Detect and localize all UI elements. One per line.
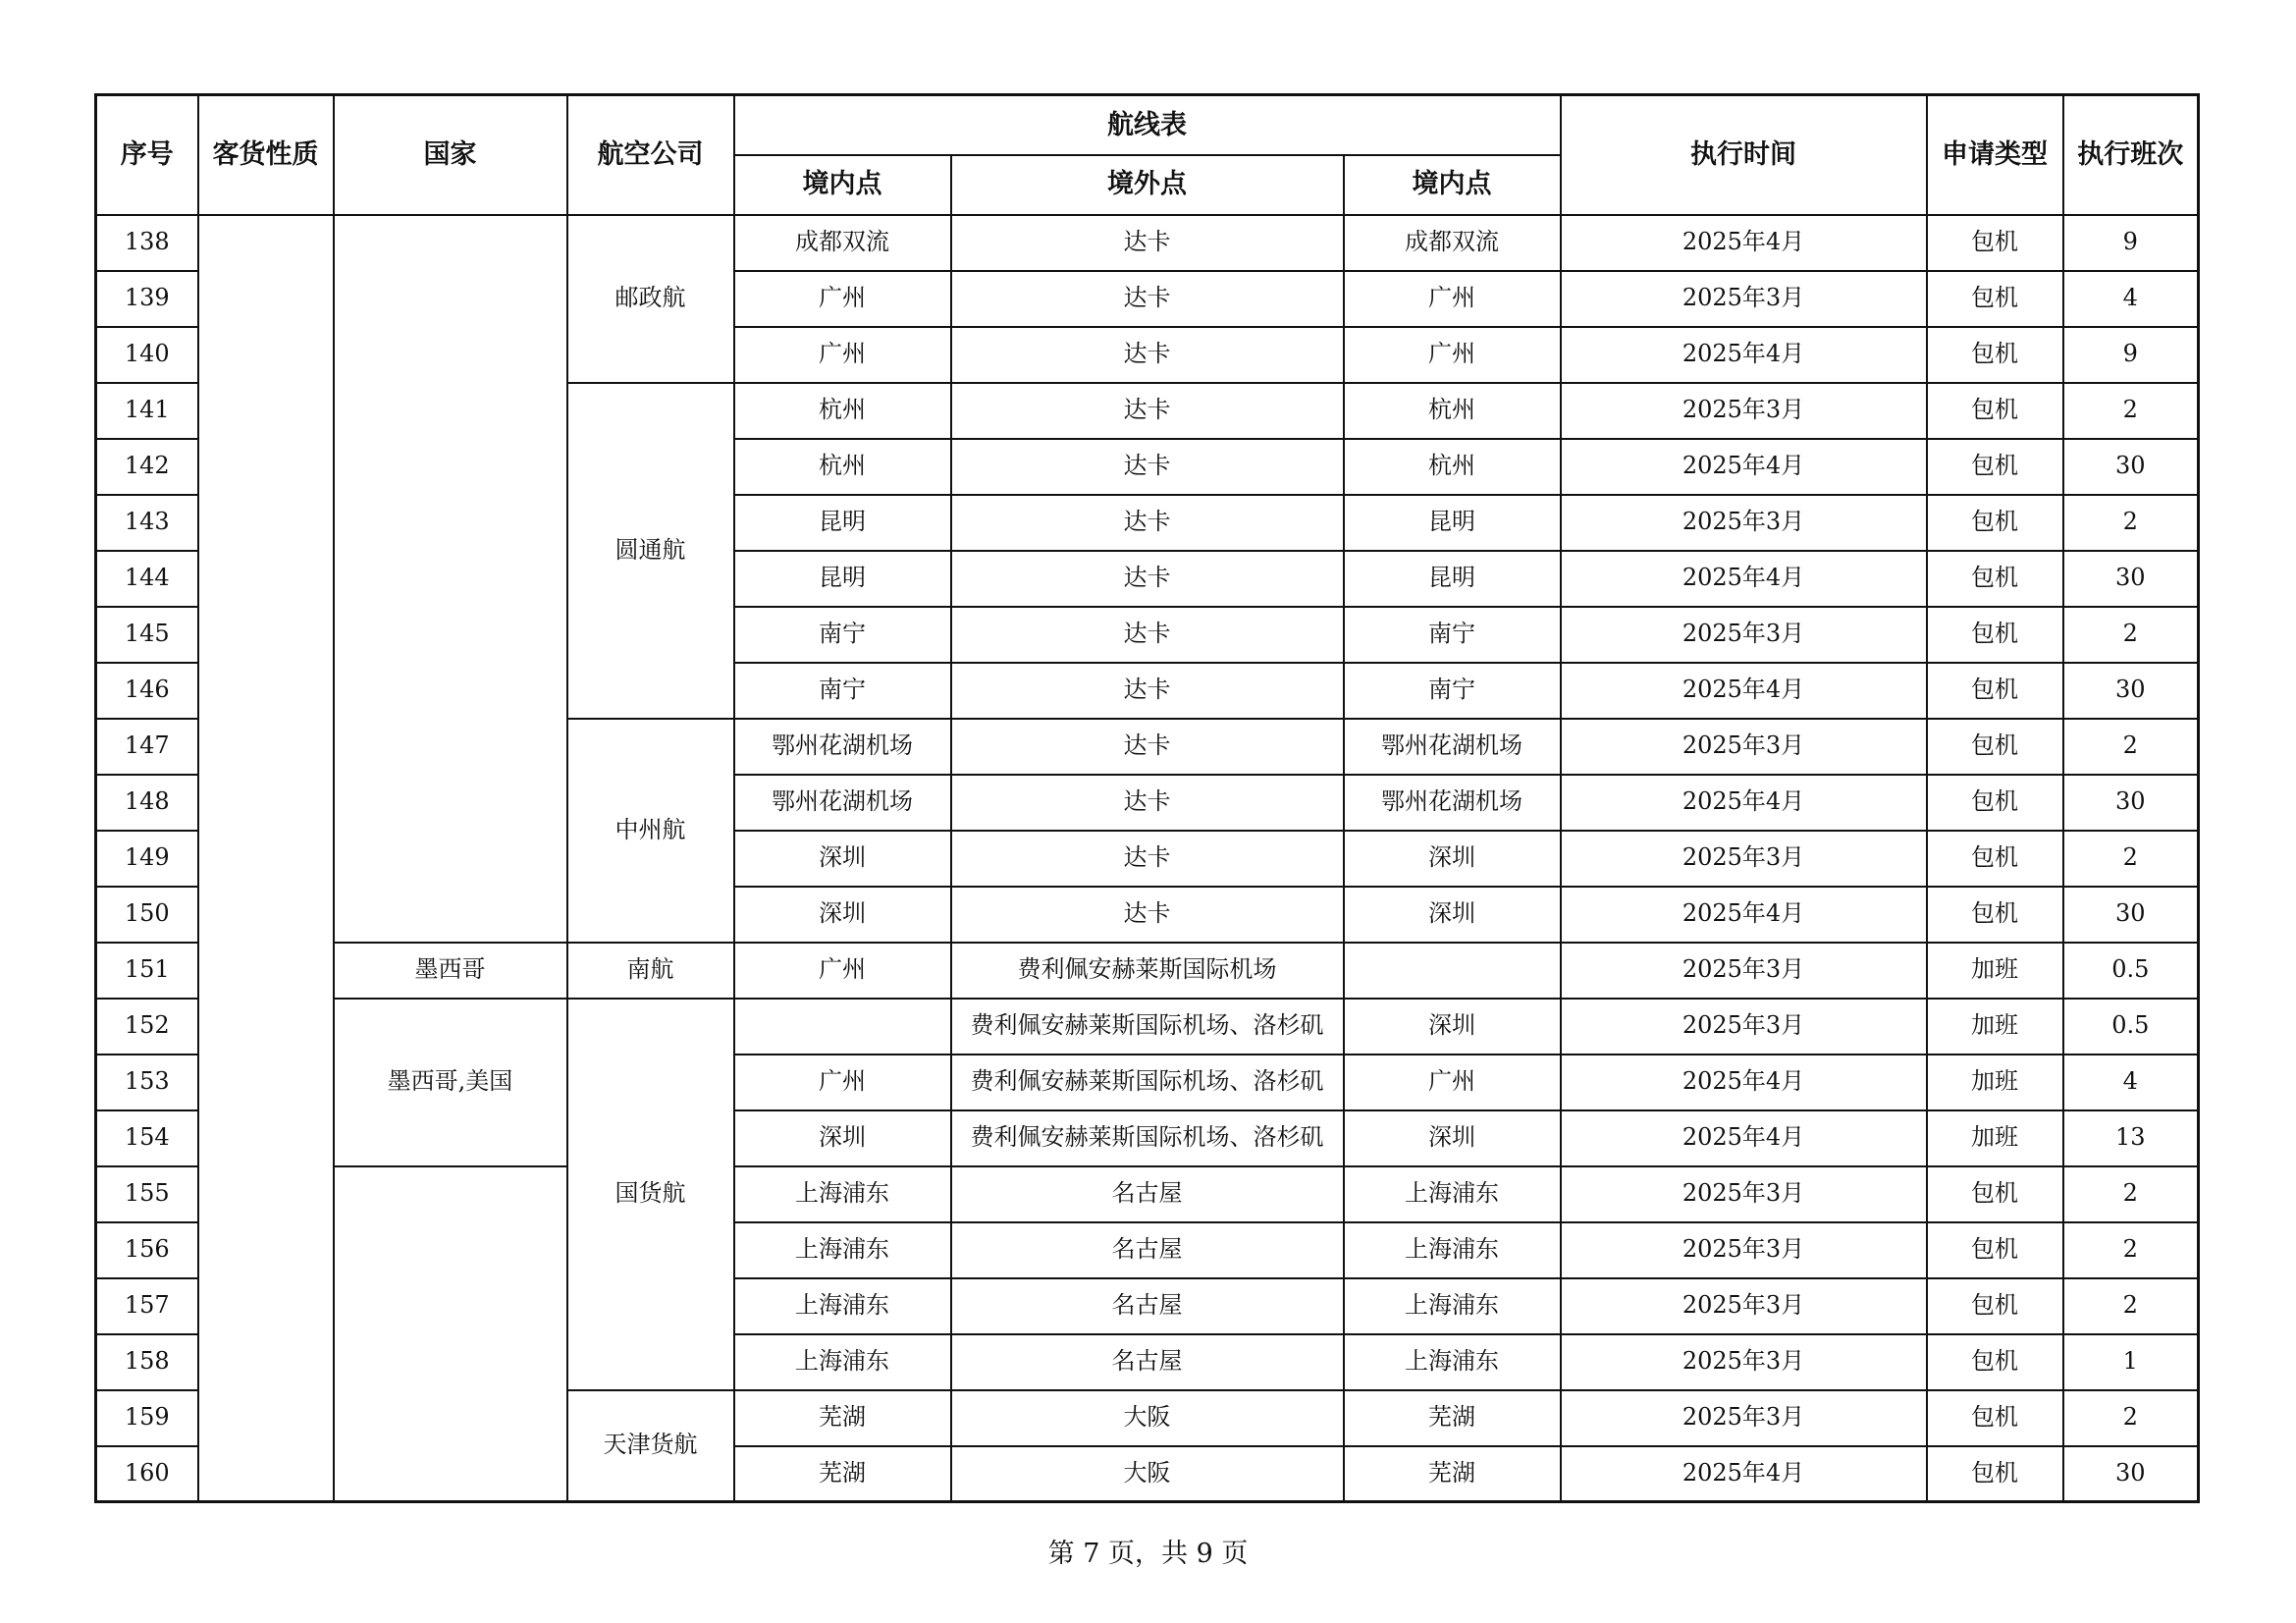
cell-flights: 9 [2063, 327, 2199, 383]
cell-foreign: 达卡 [951, 439, 1344, 495]
cell-apply-type: 包机 [1927, 383, 2063, 439]
cell-foreign: 名古屋 [951, 1166, 1344, 1222]
table-row [96, 999, 2199, 1055]
cell-domestic-end: 广州 [1344, 1055, 1561, 1110]
cell-exec-time: 2025年4月 [1561, 1446, 1927, 1502]
cell-domestic-start: 上海浦东 [734, 1222, 951, 1278]
cell-domestic-start: 深圳 [734, 831, 951, 887]
cell-seq: 154 [96, 1110, 198, 1166]
cell-foreign: 达卡 [951, 831, 1344, 887]
cell-flights: 2 [2063, 607, 2199, 663]
cell-domestic-end: 成都双流 [1344, 215, 1561, 271]
cell-seq: 147 [96, 719, 198, 775]
cell-exec-time: 2025年3月 [1561, 943, 1927, 999]
cell-seq: 153 [96, 1055, 198, 1110]
header-foreign: 境外点 [951, 155, 1344, 215]
table-row [96, 215, 2199, 271]
cell-domestic-end: 深圳 [1344, 831, 1561, 887]
cell-seq: 141 [96, 383, 198, 439]
cell-flights: 0.5 [2063, 999, 2199, 1055]
cell-domestic-end: 深圳 [1344, 1110, 1561, 1166]
cell-domestic-start: 昆明 [734, 551, 951, 607]
cell-domestic-start: 杭州 [734, 439, 951, 495]
cell-domestic-start: 广州 [734, 327, 951, 383]
cell-foreign: 达卡 [951, 551, 1344, 607]
cell-exec-time: 2025年3月 [1561, 1222, 1927, 1278]
cell-apply-type: 包机 [1927, 1166, 2063, 1222]
cell-flights: 30 [2063, 439, 2199, 495]
cell-domestic-end: 芜湖 [1344, 1390, 1561, 1446]
cell-seq: 160 [96, 1446, 198, 1502]
cell-flights: 4 [2063, 1055, 2199, 1110]
cell-foreign: 达卡 [951, 383, 1344, 439]
cell-exec-time: 2025年4月 [1561, 327, 1927, 383]
cell-foreign: 费利佩安赫莱斯国际机场、洛杉矶 [951, 1055, 1344, 1110]
cell-domestic-start: 芜湖 [734, 1446, 951, 1502]
cell-foreign: 达卡 [951, 887, 1344, 943]
cell-airline: 天津货航 [567, 1390, 734, 1502]
cell-seq: 142 [96, 439, 198, 495]
cell-foreign: 费利佩安赫莱斯国际机场、洛杉矶 [951, 1110, 1344, 1166]
cell-exec-time: 2025年4月 [1561, 1055, 1927, 1110]
cell-apply-type: 包机 [1927, 1222, 2063, 1278]
cell-domestic-end: 南宁 [1344, 607, 1561, 663]
cell-flights: 13 [2063, 1110, 2199, 1166]
cell-apply-type: 包机 [1927, 607, 2063, 663]
cell-exec-time: 2025年4月 [1561, 663, 1927, 719]
cell-country-blank [334, 1166, 567, 1502]
route-table [94, 93, 2200, 1503]
cell-domestic-end: 上海浦东 [1344, 1334, 1561, 1390]
cell-domestic-start: 广州 [734, 943, 951, 999]
cell-exec-time: 2025年3月 [1561, 383, 1927, 439]
cell-apply-type: 包机 [1927, 215, 2063, 271]
cell-foreign: 达卡 [951, 215, 1344, 271]
cell-exec-time: 2025年3月 [1561, 495, 1927, 551]
header-flights: 执行班次 [2063, 95, 2199, 215]
cell-exec-time: 2025年3月 [1561, 1334, 1927, 1390]
cell-exec-time: 2025年3月 [1561, 1390, 1927, 1446]
cell-airline: 中州航 [567, 719, 734, 943]
cell-exec-time: 2025年4月 [1561, 1110, 1927, 1166]
header-domestic-start: 境内点 [734, 155, 951, 215]
cell-flights: 2 [2063, 495, 2199, 551]
cell-domestic-end: 深圳 [1344, 999, 1561, 1055]
cell-domestic-end: 深圳 [1344, 887, 1561, 943]
table-header [96, 95, 2199, 215]
cell-apply-type: 包机 [1927, 831, 2063, 887]
cell-exec-time: 2025年3月 [1561, 607, 1927, 663]
cell-apply-type: 包机 [1927, 495, 2063, 551]
cell-domestic-start: 成都双流 [734, 215, 951, 271]
page-number: 第 7 页，共 9 页 [1047, 1539, 1249, 1569]
cell-domestic-end: 昆明 [1344, 551, 1561, 607]
cell-foreign: 大阪 [951, 1390, 1344, 1446]
header-route: 航线表 [734, 95, 1561, 155]
cell-flights: 4 [2063, 271, 2199, 327]
cell-exec-time: 2025年3月 [1561, 1166, 1927, 1222]
cell-exec-time: 2025年3月 [1561, 999, 1927, 1055]
cell-seq: 156 [96, 1222, 198, 1278]
cell-exec-time: 2025年4月 [1561, 551, 1927, 607]
cell-domestic-start: 深圳 [734, 1110, 951, 1166]
cell-apply-type: 包机 [1927, 551, 2063, 607]
cell-apply-type: 包机 [1927, 887, 2063, 943]
cell-flights: 2 [2063, 383, 2199, 439]
cell-flights: 30 [2063, 887, 2199, 943]
cell-foreign: 名古屋 [951, 1222, 1344, 1278]
header-domestic-end: 境内点 [1344, 155, 1561, 215]
cell-country-blank [334, 215, 567, 943]
cell-country: 墨西哥,美国 [334, 999, 567, 1166]
cell-domestic-start: 南宁 [734, 663, 951, 719]
table-row [96, 1166, 2199, 1222]
cell-domestic-start: 上海浦东 [734, 1334, 951, 1390]
cell-apply-type: 加班 [1927, 1110, 2063, 1166]
cell-foreign: 名古屋 [951, 1278, 1344, 1334]
cell-foreign: 达卡 [951, 495, 1344, 551]
cell-seq: 140 [96, 327, 198, 383]
cell-domestic-end: 杭州 [1344, 439, 1561, 495]
cell-foreign: 达卡 [951, 775, 1344, 831]
cell-domestic-end: 鄂州花湖机场 [1344, 719, 1561, 775]
cell-flights: 30 [2063, 775, 2199, 831]
cell-exec-time: 2025年4月 [1561, 887, 1927, 943]
cell-domestic-end: 上海浦东 [1344, 1278, 1561, 1334]
cell-flights: 30 [2063, 551, 2199, 607]
cell-foreign: 达卡 [951, 607, 1344, 663]
cell-flights: 2 [2063, 1278, 2199, 1334]
cell-domestic-end: 上海浦东 [1344, 1166, 1561, 1222]
cell-foreign: 费利佩安赫莱斯国际机场、洛杉矶 [951, 999, 1344, 1055]
cell-airline: 国货航 [567, 999, 734, 1390]
header-nature: 客货性质 [198, 95, 334, 215]
cell-apply-type: 包机 [1927, 327, 2063, 383]
cell-domestic-start: 上海浦东 [734, 1166, 951, 1222]
cell-domestic-start [734, 999, 951, 1055]
cell-domestic-end: 南宁 [1344, 663, 1561, 719]
cell-apply-type: 加班 [1927, 1055, 2063, 1110]
cell-domestic-end: 鄂州花湖机场 [1344, 775, 1561, 831]
cell-foreign: 费利佩安赫莱斯国际机场 [951, 943, 1344, 999]
cell-domestic-start: 上海浦东 [734, 1278, 951, 1334]
cell-nature-blank [198, 215, 334, 1502]
cell-seq: 148 [96, 775, 198, 831]
cell-exec-time: 2025年3月 [1561, 1278, 1927, 1334]
cell-domestic-end: 杭州 [1344, 383, 1561, 439]
cell-flights: 30 [2063, 663, 2199, 719]
cell-apply-type: 包机 [1927, 271, 2063, 327]
cell-flights: 2 [2063, 1390, 2199, 1446]
cell-domestic-start: 杭州 [734, 383, 951, 439]
cell-apply-type: 包机 [1927, 719, 2063, 775]
cell-domestic-end [1344, 943, 1561, 999]
cell-flights: 30 [2063, 1446, 2199, 1502]
cell-foreign: 达卡 [951, 271, 1344, 327]
cell-domestic-start: 鄂州花湖机场 [734, 775, 951, 831]
cell-seq: 144 [96, 551, 198, 607]
cell-apply-type: 包机 [1927, 1334, 2063, 1390]
cell-foreign: 达卡 [951, 663, 1344, 719]
cell-flights: 1 [2063, 1334, 2199, 1390]
cell-domestic-start: 广州 [734, 1055, 951, 1110]
cell-domestic-start: 深圳 [734, 887, 951, 943]
cell-seq: 145 [96, 607, 198, 663]
cell-apply-type: 包机 [1927, 1390, 2063, 1446]
cell-seq: 138 [96, 215, 198, 271]
cell-exec-time: 2025年3月 [1561, 719, 1927, 775]
cell-foreign: 达卡 [951, 719, 1344, 775]
cell-seq: 152 [96, 999, 198, 1055]
cell-domestic-end: 上海浦东 [1344, 1222, 1561, 1278]
cell-apply-type: 包机 [1927, 1446, 2063, 1502]
cell-domestic-end: 广州 [1344, 327, 1561, 383]
cell-seq: 157 [96, 1278, 198, 1334]
header-exec-time: 执行时间 [1561, 95, 1927, 215]
cell-seq: 143 [96, 495, 198, 551]
header-apply-type: 申请类型 [1927, 95, 2063, 215]
cell-exec-time: 2025年4月 [1561, 215, 1927, 271]
cell-domestic-start: 昆明 [734, 495, 951, 551]
table-row [96, 943, 2199, 999]
cell-domestic-end: 昆明 [1344, 495, 1561, 551]
cell-domestic-start: 鄂州花湖机场 [734, 719, 951, 775]
cell-country: 墨西哥 [334, 943, 567, 999]
cell-airline: 南航 [567, 943, 734, 999]
cell-flights: 2 [2063, 1166, 2199, 1222]
cell-exec-time: 2025年4月 [1561, 439, 1927, 495]
cell-flights: 2 [2063, 831, 2199, 887]
cell-airline: 邮政航 [567, 215, 734, 383]
cell-seq: 158 [96, 1334, 198, 1390]
cell-seq: 150 [96, 887, 198, 943]
cell-seq: 146 [96, 663, 198, 719]
cell-apply-type: 包机 [1927, 1278, 2063, 1334]
cell-apply-type: 包机 [1927, 663, 2063, 719]
cell-exec-time: 2025年3月 [1561, 271, 1927, 327]
header-seq: 序号 [96, 95, 198, 215]
cell-flights: 2 [2063, 719, 2199, 775]
cell-foreign: 达卡 [951, 327, 1344, 383]
cell-domestic-start: 南宁 [734, 607, 951, 663]
cell-domestic-end: 芜湖 [1344, 1446, 1561, 1502]
table-body [96, 215, 2199, 1502]
cell-seq: 155 [96, 1166, 198, 1222]
cell-apply-type: 加班 [1927, 999, 2063, 1055]
cell-seq: 149 [96, 831, 198, 887]
header-country: 国家 [334, 95, 567, 215]
cell-apply-type: 包机 [1927, 775, 2063, 831]
cell-domestic-start: 广州 [734, 271, 951, 327]
cell-seq: 159 [96, 1390, 198, 1446]
cell-flights: 0.5 [2063, 943, 2199, 999]
cell-apply-type: 包机 [1927, 439, 2063, 495]
cell-flights: 2 [2063, 1222, 2199, 1278]
cell-domestic-start: 芜湖 [734, 1390, 951, 1446]
cell-seq: 151 [96, 943, 198, 999]
cell-foreign: 名古屋 [951, 1334, 1344, 1390]
cell-flights: 9 [2063, 215, 2199, 271]
cell-foreign: 大阪 [951, 1446, 1344, 1502]
cell-exec-time: 2025年4月 [1561, 775, 1927, 831]
cell-seq: 139 [96, 271, 198, 327]
cell-apply-type: 加班 [1927, 943, 2063, 999]
header-airline: 航空公司 [567, 95, 734, 215]
cell-exec-time: 2025年3月 [1561, 831, 1927, 887]
cell-domestic-end: 广州 [1344, 271, 1561, 327]
cell-airline: 圆通航 [567, 383, 734, 719]
